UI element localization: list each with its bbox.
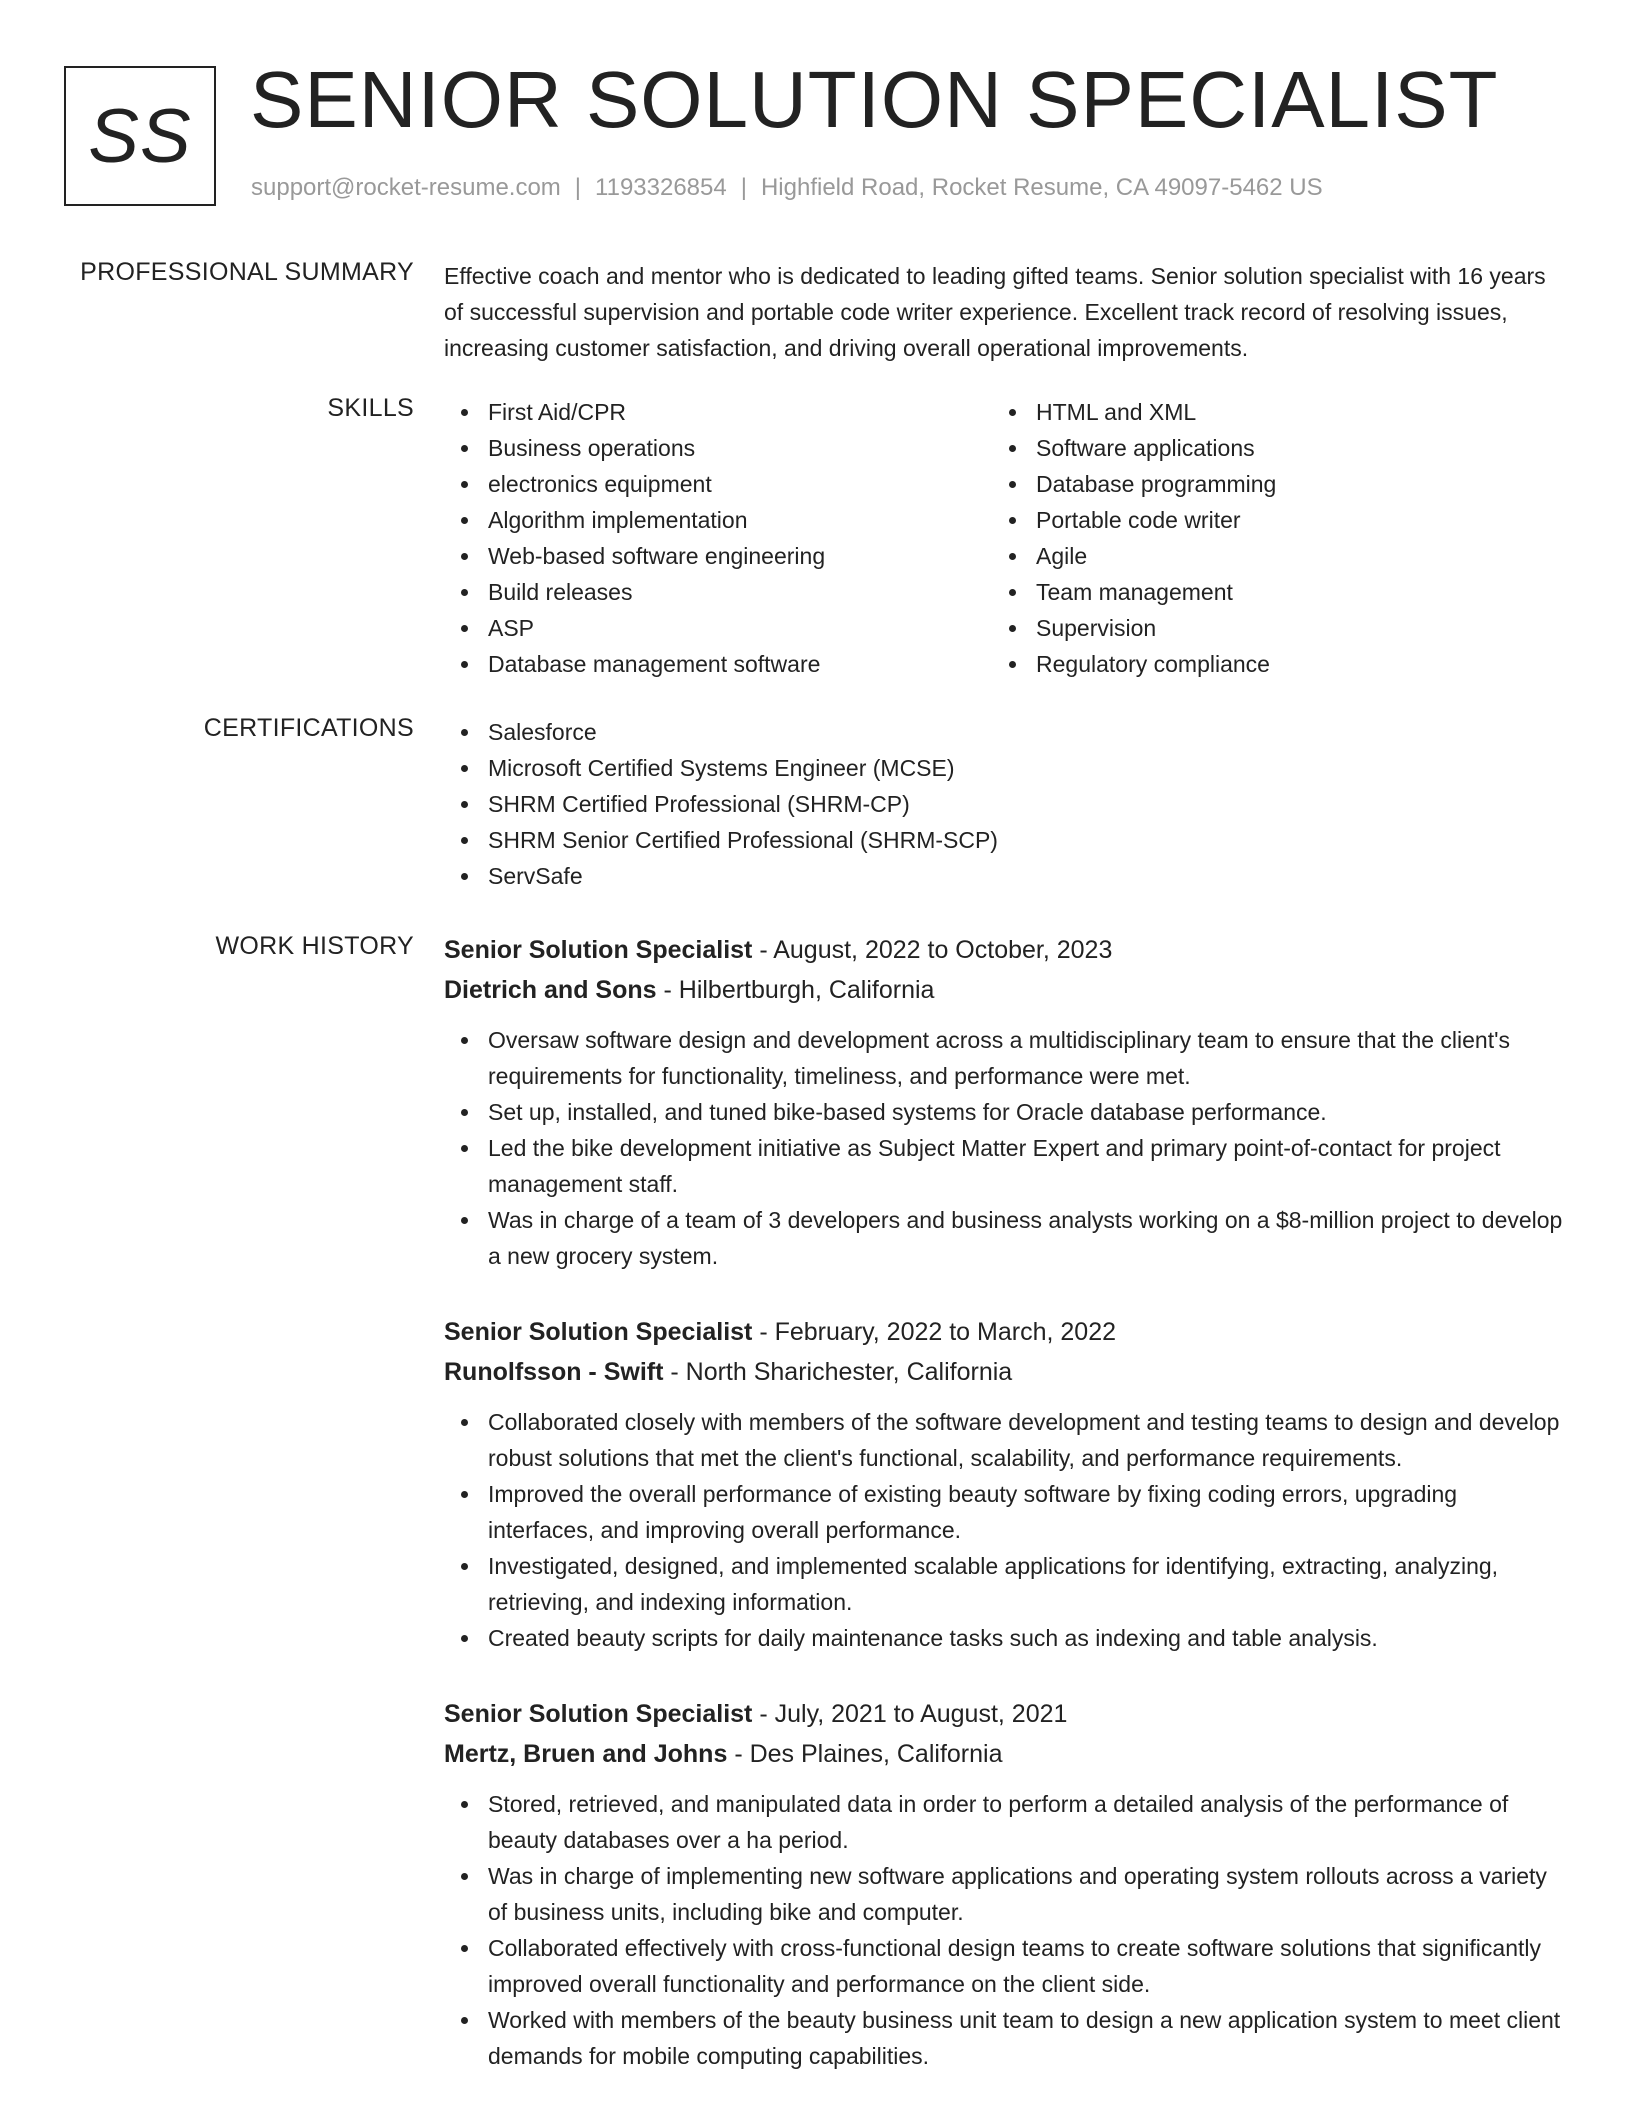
job-entry: [444, 1694, 1564, 2074]
list-item: Investigated, designed, and implemented scalable applications for identifying, extracting, analyzing, retrieving, and indexing information.: [444, 1548, 1564, 1620]
job-entry: [444, 930, 1564, 1274]
list-item: Collaborated effectively with cross-functional design teams to create software solutions that significantly improved overall functionality and performance on the client side.: [444, 1930, 1564, 2002]
list-item: Oversaw software design and development across a multidisciplinary team to ensure that the client's requirements for functionality, timeliness, and performance were met.: [444, 1022, 1564, 1094]
list-item: Led the bike development initiative as Subject Matter Expert and primary point-of-contact for project management staff.: [444, 1130, 1564, 1202]
job-title-line: [444, 930, 1564, 970]
list-item: Database programming: [992, 466, 1540, 502]
list-item: Microsoft Certified Systems Engineer (MCSE): [444, 750, 1564, 786]
job-bullets: [444, 1404, 1564, 1656]
job-title: Senior Solution Specialist: [444, 1700, 753, 1728]
job-company-line: [444, 970, 1564, 1010]
section-label-summary: PROFESSIONAL SUMMARY: [80, 258, 414, 286]
list-item: Was in charge of implementing new software applications and operating system rollouts across a variety of business units, including bike and computer.: [444, 1858, 1564, 1930]
list-item: Database management software: [444, 646, 992, 682]
list-item: Improved the overall performance of existing beauty software by fixing coding errors, upgrading interfaces, and improving overall performance.: [444, 1476, 1564, 1548]
job-dates: - August, 2022 to October, 2023: [752, 936, 1113, 964]
job-company-line: [444, 1352, 1564, 1392]
list-item: SHRM Certified Professional (SHRM-CP): [444, 786, 1564, 822]
list-item: Portable code writer: [992, 502, 1540, 538]
list-item: ASP: [444, 610, 992, 646]
contact-separator: |: [574, 174, 582, 201]
list-item: ServSafe: [444, 858, 1564, 894]
contact-address: Highfield Road, Rocket Resume, CA 49097-5462 US: [760, 174, 1323, 201]
contact-separator: |: [740, 174, 747, 201]
skills-list-left: [444, 394, 992, 682]
list-item: SHRM Senior Certified Professional (SHRM-SCP): [444, 822, 1564, 858]
list-item: Web-based software engineering: [444, 538, 992, 574]
job-title: Senior Solution Specialist: [444, 1318, 753, 1346]
summary-text: Effective coach and mentor who is dedicated to leading gifted teams. Senior solution specialist with 16 years of successful supervision and portable code writer experience. Excellent track record of resolving issues, increasing customer satisfaction, and driving overall operational improvements.: [444, 263, 1546, 361]
section-label-certifications: CERTIFICATIONS: [203, 714, 414, 742]
list-item: Worked with members of the beauty business unit team to design a new application system to meet client demands for mobile computing capabilities.: [444, 2002, 1564, 2074]
list-item: Software applications: [992, 430, 1540, 466]
job-dates: - July, 2021 to August, 2021: [752, 1700, 1068, 1728]
list-item: HTML and XML: [992, 394, 1540, 430]
list-item: Was in charge of a team of 3 developers and business analysts working on a $8-million project to develop a new grocery system.: [444, 1202, 1564, 1274]
list-item: Agile: [992, 538, 1540, 574]
list-item: Business operations: [444, 430, 992, 466]
contact-phone: 1193326854: [595, 174, 727, 201]
list-item: Created beauty scripts for daily maintenance tasks such as indexing and table analysis.: [444, 1620, 1564, 1656]
list-item: Build releases: [444, 574, 992, 610]
list-item: Set up, installed, and tuned bike-based systems for Oracle database performance.: [444, 1094, 1564, 1130]
list-item: Salesforce: [444, 714, 1564, 750]
monogram-initials: SS: [88, 93, 192, 179]
job-bullets: [444, 1022, 1564, 1274]
skills-list-right: [992, 394, 1540, 682]
job-location: - Hilbertburgh, California: [656, 976, 935, 1004]
job-bullets: [444, 1786, 1564, 2074]
list-item: Supervision: [992, 610, 1540, 646]
job-company-line: [444, 1734, 1564, 1774]
job-location: - North Sharichester, California: [663, 1358, 1013, 1386]
section-label-skills: SKILLS: [327, 394, 414, 422]
job-company: Runolfsson - Swift: [444, 1358, 664, 1386]
list-item: Stored, retrieved, and manipulated data in order to perform a detailed analysis of the performance of beauty databases over a ha period.: [444, 1786, 1564, 1858]
certifications-list: [444, 714, 1564, 894]
contact-email: support@rocket-resume.com: [251, 174, 561, 201]
job-location: - Des Plaines, California: [727, 1740, 1003, 1768]
job-company: Mertz, Bruen and Johns: [444, 1740, 728, 1768]
job-dates: - February, 2022 to March, 2022: [752, 1318, 1117, 1346]
list-item: First Aid/CPR: [444, 394, 992, 430]
job-title-line: [444, 1694, 1564, 1734]
list-item: Regulatory compliance: [992, 646, 1540, 682]
monogram-box: [64, 66, 216, 206]
contact-line: [251, 174, 1323, 202]
list-item: electronics equipment: [444, 466, 992, 502]
job-entry: [444, 1312, 1564, 1656]
job-title: Senior Solution Specialist: [444, 936, 753, 964]
list-item: Team management: [992, 574, 1540, 610]
resume-title: SENIOR SOLUTION SPECIALIST: [250, 55, 1499, 144]
list-item: Collaborated closely with members of the software development and testing teams to design and develop robust solutions that met the client's functional, scalability, and performance requirements.: [444, 1404, 1564, 1476]
job-company: Dietrich and Sons: [444, 976, 657, 1004]
section-label-work-history: WORK HISTORY: [215, 932, 414, 960]
jobs-list: [444, 930, 1564, 2112]
list-item: Algorithm implementation: [444, 502, 992, 538]
job-title-line: [444, 1312, 1564, 1352]
